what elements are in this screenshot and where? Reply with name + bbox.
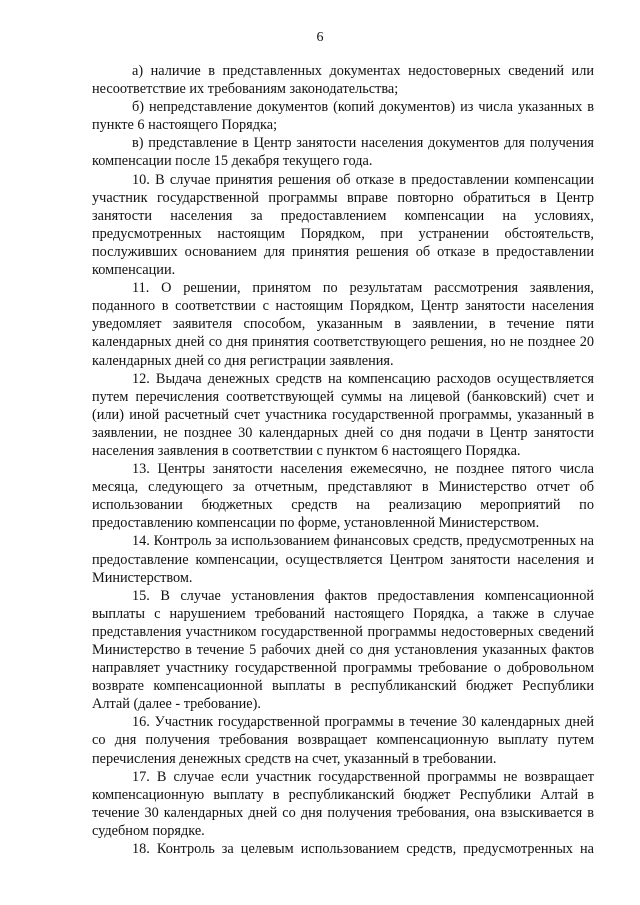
document-body	[92, 62, 594, 858]
paragraph-14: 14. Контроль за использованием финансовых средств, предусмотренных на предоставление компенсации, осуществляется Центром занятости населения и Министерством.	[92, 533, 594, 586]
paragraph-subitem-b: б) непредставление документов (копий документов) из числа указанных в пункте 6 настоящего Порядка;	[92, 99, 594, 134]
paragraph-11: 11. О решении, принятом по результатам рассмотрения заявления, поданного в соответствии с настоящим Порядком, Центр занятости населения уведомляет заявителя способом, указанным в заявлении, в течение пяти календарных дней со дня принятия соответствующего решения, но не позднее 20 календарных дней со дня регистрации заявления.	[92, 280, 594, 369]
paragraph-18: 18. Контроль за целевым использованием средств, предусмотренных на	[132, 841, 594, 858]
paragraph-12: 12. Выдача денежных средств на компенсацию расходов осуществляется путем перечисления соответствующей суммы на лицевой (банковский) счет и (или) иной расчетный счет участника государственной программы, указанный в заявлении, не позднее 30 календарных дней со дня подачи в Центр занятости населения заявления в соответствии с пунктом 6 настоящего Порядка.	[92, 370, 594, 459]
paragraph-16: 16. Участник государственной программы в течение 30 календарных дней со дня получения требования возвращает компенсационную выплату путем перечисления денежных средств на счет, указанный в требовании.	[92, 714, 594, 767]
paragraph-13: 13. Центры занятости населения ежемесячно, не позднее пятого числа месяца, следующего за отчетным, представляют в Министерство отчет об использовании бюджетных средств на реализацию мероприятий по предоставлению компенсации по форме, установленной Министерством.	[92, 461, 594, 532]
page-number: 6	[316, 30, 324, 45]
paragraph-17: 17. В случае если участник государственной программы не возвращает компенсационную выплату в республиканский бюджет Республики Алтай в течение 30 календарных дней со дня получения требования, она взыскивается в судебном порядке.	[92, 768, 594, 839]
paragraph-subitem-a: а) наличие в представленных документах недостоверных сведений или несоответствие их требованиям законодательства;	[92, 63, 594, 98]
paragraph-subitem-v: в) представление в Центр занятости населения документов для получения компенсации после 15 декабря текущего года.	[92, 135, 594, 170]
paragraph-10: 10. В случае принятия решения об отказе в предоставлении компенсации участник государственной программы вправе повторно обратиться в Центр занятости населения за предоставлением компенсации на условиях, предусмотренных настоящим Порядком, при устранении обстоятельств, послуживших основанием для принятия решения об отказе в предоставлении компенсации.	[92, 171, 594, 279]
paragraph-15: 15. В случае установления фактов предоставления компенсационной выплаты с нарушением требований настоящего Порядка, а также в случае представления участником государственной программы недостоверных сведений Министерство в течение 5 рабочих дней со дня установления указанных фактов направляет участнику государственной программы требование о добровольном возврате компенсационной выплаты в республиканский бюджет Республики Алтай (далее - требование).	[92, 587, 594, 713]
